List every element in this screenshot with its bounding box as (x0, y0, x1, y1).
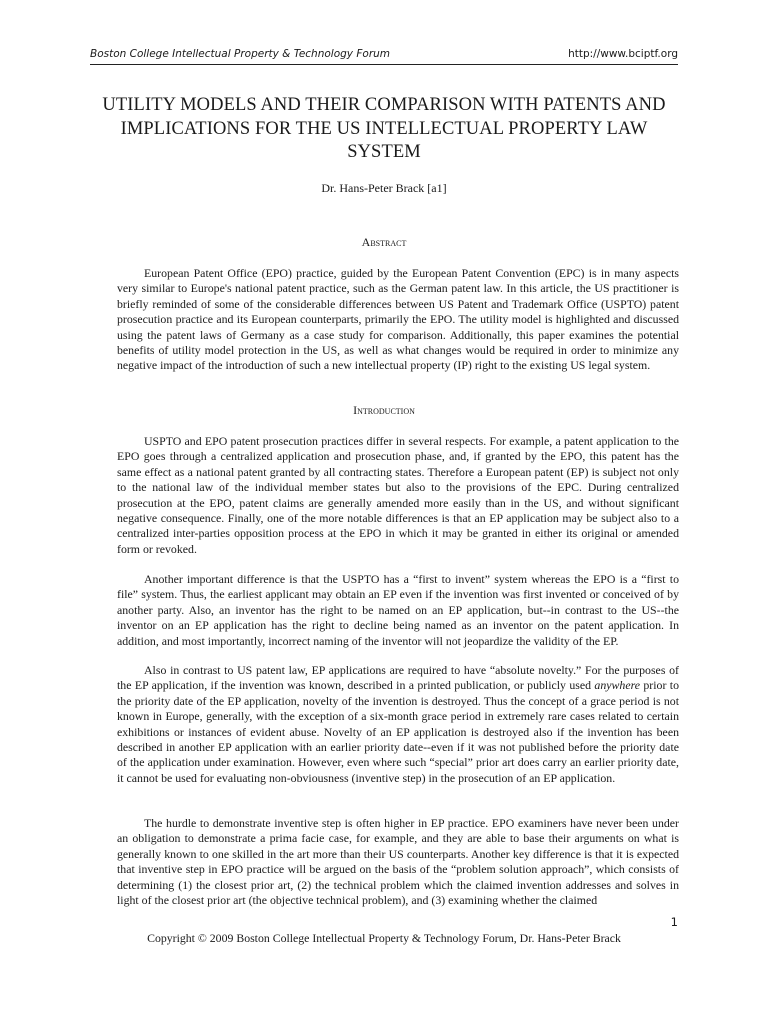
intro-paragraph-3-text-b: prior to the priority date of the EP application, novelty of the invention is destroyed. Thus the concept of a grace period is not known in Europe, generally, with the exception of a six-month grace period in extremely rare cases related to certain exhibitions or instances of evident abuse. Novelty of an EP application is destroyed also if the invention has been described in another EP application with an earlier priority date--even if it was not published before the priority date of the application under examination. However, even where such “special” prior art does carry an earlier priority date, it cannot be used for evaluating non-obviousness (inventive step) in the prosecution of an EP application. (117, 678, 679, 785)
paper-author: Dr. Hans-Peter Brack [a1] (321, 181, 447, 195)
emphasis-anywhere: anywhere (594, 678, 641, 693)
intro-paragraph-2 (117, 572, 679, 649)
abstract-paragraph (117, 266, 679, 374)
intro-paragraph-1-text: USPTO and EPO patent prosecution practices differ in several respects. For example, a patent application to the EPO goes through a centralized application and prosecution phase, and, if granted by the EPO, this patent has the same effect as a national patent granted by all contracting states. Therefore a European patent (EP) is subject not only to the national law of the individual member states but also to the provisions of the EPC. During centralized prosecution at the EPO, patent claims are generally amended more easily than in the US, and without significant negative consequence. Finally, one of the more notable differences is that an EP application may be subject also to a centralized inter-parties opposition process at the EPO in which it may be granted in either its original or amended form or revoked. (117, 434, 679, 556)
introduction-heading: Introduction (353, 403, 415, 417)
running-header (90, 44, 678, 65)
intro-paragraph-1 (117, 434, 679, 557)
intro-paragraph-4-text: The hurdle to demonstrate inventive step is often higher in EP practice. EPO examiners have never been under an obligation to demonstrate a prima facie case, for example, and they are able to base their arguments on what is generally known to one skilled in the art more than their US counterparts. Another key difference is that it is expected that inventive step in EPO practice will be argued on the basis of the “problem solution approach”, which consists of determining (1) the closest prior art, (2) the technical problem which the claimed invention addresses and solves in light of the closest prior art (the objective technical problem), and (3) examining whether the claimed (117, 816, 679, 908)
page-number: 1 (670, 915, 678, 929)
intro-paragraph-3-text-a: Also in contrast to US patent law, EP applications are required to have “absolute novelty.” For the purposes of the EP application, if the invention was known, described in a printed publication, or publicly used (117, 663, 679, 693)
intro-paragraph-4 (117, 816, 679, 908)
paper-title: UTILITY MODELS AND THEIR COMPARISON WITH PATENTS AND IMPLICATIONS FOR THE US INTELLECTUAL PROPERTY LAW SYSTEM (102, 95, 666, 162)
intro-paragraph-2-text: Another important difference is that the USPTO has a “first to invent” system whereas the EPO is a “first to file” system. Thus, the earliest applicant may obtain an EP even if the invention was first invented or conceived of by another party. Also, an inventor has the right to be named on an EP application, but--in contrast to the US--the inventor on an EP application has the right to decline being named as an inventor on the patent application. In addition, and most importantly, incorrect naming of the inventor will not jeopardize the validity of the EP. (117, 572, 679, 648)
abstract-text: European Patent Office (EPO) practice, guided by the European Patent Convention (EPC) is in many aspects very similar to Europe's national patent practice, such as the German patent law. In this article, the US practitioner is briefly reminded of some of the considerable differences between US Patent and Trademark Office (USPTO) patent prosecution practice and its European counterparts, primarily the EPO. The utility model is highlighted and discussed using the patent laws of Germany as a case study for comparison. Additionally, this paper examines the potential benefits of utility model protection in the US, as well as what changes would be required in order to minimize any negative impact of the introduction of such a new intellectual property (IP) right to the existing US legal system. (117, 266, 679, 373)
abstract-heading: Abstract (361, 235, 407, 249)
intro-paragraph-3 (117, 663, 679, 786)
copyright-notice: Copyright © 2009 Boston College Intellectual Property & Technology Forum, Dr. Hans-Peter Brack (147, 931, 621, 945)
journal-name: Boston College Intellectual Property & Technology Forum (90, 48, 391, 60)
journal-url[interactable]: http://www.bciptf.org (568, 48, 678, 60)
